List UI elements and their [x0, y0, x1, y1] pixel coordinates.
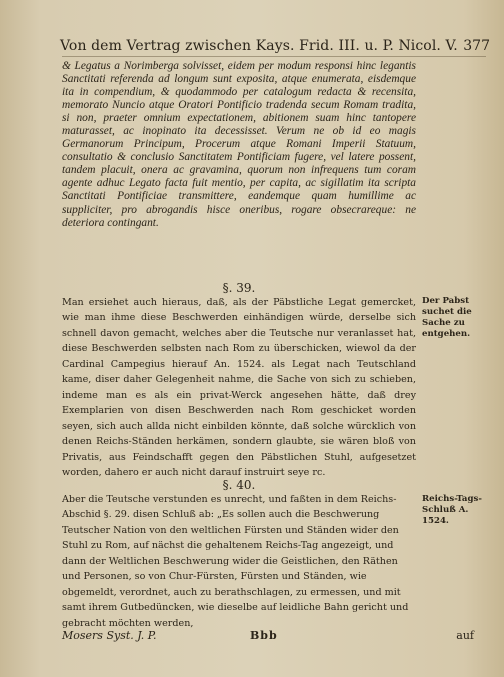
footer-reference: Mosers Syst. J. P. — [62, 629, 157, 642]
page-footer — [62, 628, 474, 644]
section-39-text-block — [62, 295, 416, 480]
header-rule — [62, 56, 486, 57]
signature-mark: Bbb — [250, 629, 278, 642]
section-40-text-block — [62, 492, 416, 631]
section-39-heading: §. 39. — [222, 281, 256, 295]
section-40-heading: §. 40. — [222, 478, 256, 492]
running-title: Von dem Vertrag zwischen Kays. Frid. III. u. P. Nicol. V. — [60, 38, 458, 54]
section-40-margin-note: Reichs-Tags-Schluß A. 1524. — [422, 494, 482, 526]
catchword: auf — [456, 629, 474, 642]
section-39-margin-note: Der Pabst suchet die Sache zu entgehen. — [422, 296, 472, 339]
latin-text-block — [62, 60, 416, 230]
latin-paragraph: & Legatus a Norimberga solvisset, eidem per modum responsi hinc legantis Sanctitati referenda ad longum sunt exposita, atque enumerata, eisdemque ita in compendium, & quodammodo per catalogum redacta & recensita, memorato Nuncio atque Oratori Pontificio tradenda secum Romam tradita, si non, praeter omnium expectationem, abitionem suam hinc tantopere maturasset, ac inopinato ita decessisset. Verum ne ob id eo magis Germanorum Principum, Procerum atque Romani Imperii Statuum, consultatio & conclusio Sanctitatem Pontificiam fugere, vel latere possent, tandem placuit, onera ac gravamina, quorum non infrequens tum coram agente adhuc Legato facta fuit mentio, per capita, ac sigillatim ita scripta Sanctitati Pontificiae transmittere, eandemque quam humillime ac suppliciter, pro abrogandis hisce oneribus, rogare obsecrareque: ne deteriora contingant. — [62, 60, 416, 229]
section-40-paragraph: Aber die Teutsche verstunden es unrecht, und faßten in dem Reichs-Abschid §. 29. disen Schluß ab: „Es sollen auch die Beschwerung Teutscher Nation von den weltlichen Fürsten und Ständen wider den Stuhl zu Rom, auf nächst die gehaltenem Reichs-Tag angezeigt, und dann der Weltlichen Beschwerung wider die Geistlichen, den Räthen und Personen, so von Chur-Fürsten, Fürsten und Ständen, wie obgemeldt, verordnet, auch zu berathschlagen, zu ermessen, und mit samt ihrem Gutbedüncken, wie dieselbe auf leidliche Bahn gericht und gebracht möchten werden, — [62, 494, 409, 629]
page-number: 377 — [463, 38, 490, 54]
section-39-paragraph: Man ersiehet auch hieraus, daß, als der Päbstliche Legat gemercket, wie man ihme diese Beschwerden einhändigen würde, derselbe sich schnell davon gemacht, welches aber die Teutsche nur veranlasset hat, diese Beschwerden selbsten nach Rom zu überschicken, wiewol da der Cardinal Campegius hierauf An. 1524. als Legat nach Teutschland kame, diser daher Gelegenheit nahme, die Sache von sich zu schieben, indeme man es als ein privat-Werck angesehen hätte, daß drey Exemplarien von disen Beschwerden nach Rom geschicket worden seyen, sich auch allda nicht einbilden könnte, daß solche würcklich von denen Reichs-Ständen herkämen, sondern glaubte, sie wären bloß von Privatis, aus Feindschafft gegen den Päbstlichen Stuhl, aufgesetzet worden, dahero er auch nicht darauf instruirt seye rc. — [62, 297, 416, 478]
page-header — [60, 36, 490, 56]
